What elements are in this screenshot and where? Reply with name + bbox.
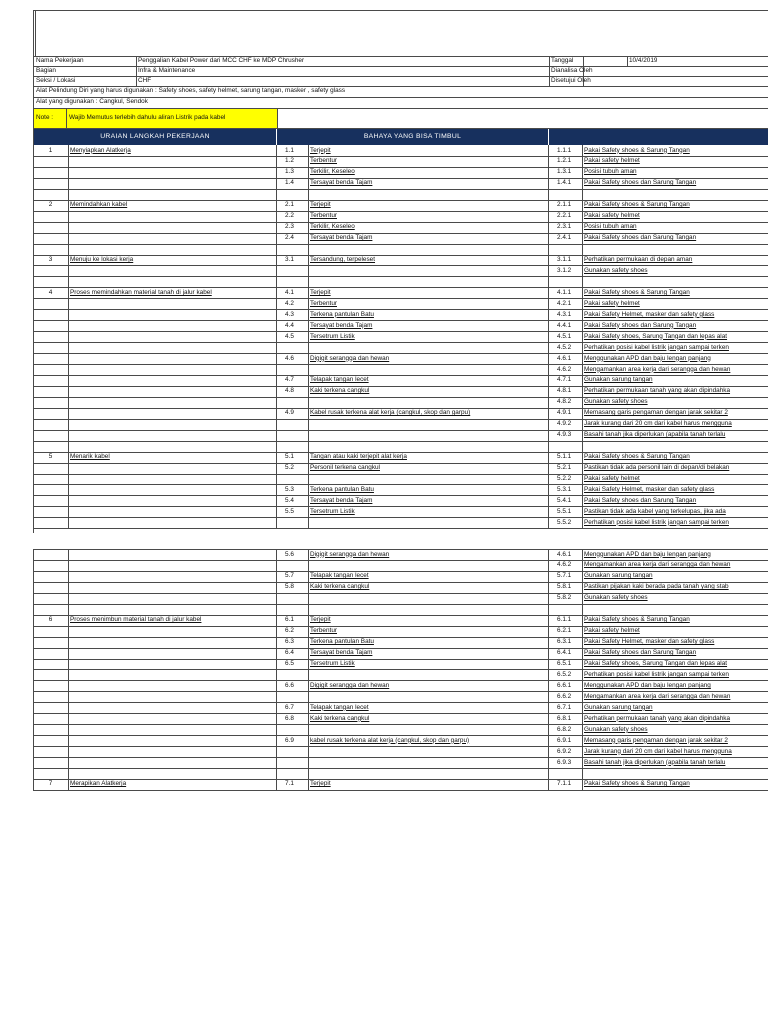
- hazard-number: 5.5: [285, 507, 294, 515]
- control-description: Pakai Safety shoes & Sarung Tangan: [584, 288, 690, 296]
- control-number: 6.8.1: [557, 714, 572, 722]
- hazard-number: 4.6: [285, 354, 294, 362]
- control-description: Menggunakan APD dan baju lengan panjang: [584, 681, 711, 689]
- control-number: 4.4.1: [557, 321, 572, 329]
- control-number: 2.2.1: [557, 212, 572, 220]
- hazard-number: 2.2: [285, 212, 294, 220]
- control-number: 3.1.2: [557, 266, 572, 274]
- hazard-description: Tersandung, terpeleset: [310, 256, 376, 263]
- step-description: Menarik kabel: [70, 453, 110, 461]
- control-description: Pakai Safety shoes & Sarung Tangan: [584, 146, 690, 154]
- control-description: Pakai Safety shoes & Sarung Tangan: [584, 616, 690, 624]
- hazard-number: 4.2: [285, 299, 294, 307]
- control-number: 4.5.2: [557, 343, 572, 351]
- control-number: 5.3.1: [557, 485, 572, 493]
- control-description: Jarak kurang dari 20 cm dari kabel harus mengguna: [584, 747, 732, 755]
- hazard-number: 2.4: [285, 234, 294, 242]
- hazard-description: Terjepit: [310, 146, 331, 154]
- control-description: Pakai Safety shoes & Sarung Tangan: [584, 201, 690, 209]
- control-description: Gunakan sarung tangan: [584, 572, 653, 580]
- control-description: Posisi tubuh aman: [584, 168, 637, 176]
- control-description: Pakai Safety shoes, Sarung Tangan dan lepas alat: [584, 332, 728, 340]
- hazard-description: Personil terkena cangkul: [310, 464, 380, 472]
- step-description: Proses memindahkan material tanah di jalur kabel: [70, 288, 212, 296]
- control-description: Mengamankan area kerja dari serangga dan hewan: [584, 692, 731, 700]
- hazard-description: kabel rusak terkena alat kerja (cangkul, skop dan garpu): [310, 736, 470, 744]
- seksi-label: Seksi / Lokasi: [36, 77, 76, 84]
- hazard-number: 4.4: [285, 321, 294, 329]
- hazard-description: Digigit serangga dan hewan: [310, 681, 390, 689]
- header-pengendalian: [549, 129, 768, 145]
- step-number: 6: [48, 616, 53, 624]
- header-bahaya: BAHAYA YANG BISA TIMBUL: [277, 129, 548, 145]
- control-number: 4.6.2: [557, 561, 572, 569]
- control-description: Gunakan safety shoes: [584, 725, 648, 733]
- alat-line: Alat yang digunakan : Cangkul, Sendok: [36, 98, 148, 105]
- control-description: Pakai Safety shoes dan Sarung Tangan: [584, 321, 697, 329]
- control-number: 4.9.2: [557, 420, 572, 428]
- control-description: Posisi tubuh aman: [584, 223, 637, 231]
- seksi-value: CHF: [138, 77, 152, 84]
- control-number: 4.2.1: [557, 299, 572, 307]
- control-description: Menggunakan APD dan baju lengan panjang: [584, 550, 711, 558]
- control-description: Pakai Safety shoes dan Sarung Tangan: [584, 234, 697, 242]
- control-description: Gunakan sarung tangan: [584, 703, 653, 711]
- hazard-description: Terbentur: [310, 212, 337, 220]
- hazard-number: 6.7: [285, 703, 294, 711]
- control-description: Jarak kurang dari 20 cm dari kabel harus mengguna: [584, 420, 732, 428]
- hazard-number: 5.6: [285, 550, 294, 558]
- control-description: Gunakan safety shoes: [584, 266, 648, 274]
- control-description: Pakai Safety Helmet, masker dan safety glass: [584, 485, 715, 493]
- control-number: 6.3.1: [557, 638, 572, 646]
- hazard-number: 3.1: [285, 256, 294, 263]
- hazard-number: 4.5: [285, 332, 294, 340]
- control-description: Memasang garis pengaman dengan jarak sekitar 2: [584, 409, 728, 417]
- control-description: Memasang garis pengaman dengan jarak sekitar 2: [584, 736, 728, 744]
- step-description: Memindahkan kabel: [70, 201, 128, 209]
- step-number: 7: [48, 780, 53, 788]
- control-number: 6.9.2: [557, 747, 572, 755]
- hazard-number: 6.8: [285, 714, 294, 722]
- hazard-description: Tersayat benda Tajam: [310, 234, 373, 242]
- hazard-number: 1.4: [285, 179, 294, 187]
- hazard-number: 5.4: [285, 496, 294, 504]
- control-description: Basahi tanah jika diperlukan (apabila tanah terlalu: [584, 431, 726, 439]
- control-number: 5.8.2: [557, 594, 572, 602]
- control-description: Perhatikan posisi kabel listrik jangan sampai terken: [584, 343, 729, 351]
- control-number: 4.5.1: [557, 332, 572, 340]
- hazard-description: Terjepit: [310, 780, 331, 788]
- note-label: Note :: [36, 114, 54, 121]
- control-description: Perhatikan posisi kabel listrik jangan sampai terken: [584, 518, 729, 526]
- hazard-number: 1.2: [285, 157, 294, 165]
- control-number: 3.1.1: [557, 256, 572, 263]
- control-description: Perhatikan posisi kabel listrik jangan sampai terken: [584, 670, 729, 678]
- control-number: 5.4.1: [557, 496, 572, 504]
- control-description: Pakai safety helmet: [584, 627, 640, 635]
- control-number: 2.3.1: [557, 223, 572, 231]
- hazard-number: 4.7: [285, 376, 294, 384]
- hazard-number: 6.1: [285, 616, 294, 624]
- hazard-description: Digigit serangga dan hewan: [310, 354, 390, 362]
- hazard-number: 6.5: [285, 660, 294, 667]
- control-number: 4.1.1: [557, 288, 572, 296]
- step-number: 3: [48, 256, 53, 263]
- control-number: 6.1.1: [557, 616, 572, 624]
- control-description: Mengamankan area kerja dari serangga dan hewan: [584, 365, 731, 373]
- apd-line: Alat Pelindung Diri yang harus digunakan : Safety shoes, safety helmet, sarung tangan, masker , safety glass: [36, 87, 346, 94]
- hazard-description: Terbentur: [310, 299, 337, 307]
- step-number: 4: [48, 288, 53, 296]
- control-number: 4.9.3: [557, 431, 572, 439]
- nama-pekerjaan-value: Penggalian Kabel Power dari MCC CHF ke MDP Chrusher: [138, 57, 305, 64]
- hazard-description: Kabel rusak terkena alat kerja (cangkul, skop dan garpu): [310, 409, 471, 417]
- control-description: Pakai Safety shoes & Sarung Tangan: [584, 780, 690, 788]
- hazard-description: Terkena pantulan Batu: [310, 638, 374, 646]
- hazard-description: Telapak tangan lecet: [310, 376, 369, 384]
- control-description: Perhatikan permukaan tanah yang akan dipindahka: [584, 714, 731, 722]
- hazard-number: 5.8: [285, 583, 294, 591]
- dianalisa-label: Dianalisa Oleh: [551, 67, 593, 74]
- control-number: 4.6.1: [557, 550, 572, 558]
- hazard-description: Telapak tangan lecet: [310, 703, 369, 711]
- control-number: 6.7.1: [557, 703, 572, 711]
- hazard-number: 4.3: [285, 310, 294, 318]
- control-number: 5.8.1: [557, 583, 572, 591]
- control-number: 6.6.1: [557, 681, 572, 689]
- hazard-description: Telapak tangan lecet: [310, 572, 369, 580]
- hazard-number: 6.3: [285, 638, 294, 646]
- step-number: 1: [48, 146, 53, 154]
- control-number: 4.3.1: [557, 310, 572, 318]
- hazard-description: Tersetrum Listik: [310, 507, 355, 515]
- control-description: Gunakan safety shoes: [584, 594, 648, 602]
- step-number: 5: [48, 453, 53, 461]
- control-number: 4.8.1: [557, 387, 572, 395]
- control-description: Menggunakan APD dan baju lengan panjang: [584, 354, 711, 362]
- hazard-number: 7.1: [285, 780, 294, 788]
- hazard-description: Kaki terkena cangkul: [310, 714, 370, 722]
- tanggal-value: 10/4/2019: [629, 57, 658, 64]
- control-number: 5.2.2: [557, 475, 572, 482]
- hazard-number: 5.3: [285, 485, 294, 493]
- control-description: Pastikan pijakan kaki berada pada tanah yang stab: [584, 583, 729, 591]
- hazard-description: Terjepit: [310, 201, 331, 209]
- control-description: Mengamankan area kerja dari serangga dan hewan: [584, 561, 731, 569]
- hazard-description: Tersayat benda Tajam: [310, 179, 373, 187]
- header-uraian: URAIAN LANGKAH PEKERJAAN: [34, 129, 276, 145]
- frame-inner-left: [35, 10, 36, 57]
- control-description: Gunakan sarung tangan: [584, 376, 653, 384]
- step-description: Menyiapkan Alatkerja: [70, 146, 131, 154]
- hazard-description: Terjepit: [310, 616, 331, 624]
- hazard-description: Terjepit: [310, 288, 331, 296]
- hazard-description: Terkena pantulan Batu: [310, 310, 374, 318]
- hazard-number: 6.2: [285, 627, 294, 635]
- control-number: 1.2.1: [557, 157, 572, 165]
- hazard-description: Tangan atau kaki terjepit alat kerja: [310, 453, 407, 461]
- control-description: Pakai Safety shoes & Sarung Tangan: [584, 453, 690, 461]
- hazard-number: 5.7: [285, 572, 294, 580]
- control-description: Gunakan safety shoes: [584, 398, 648, 406]
- control-number: 5.7.1: [557, 572, 572, 580]
- control-number: 5.1.1: [557, 453, 572, 461]
- control-description: Basahi tanah jika diperlukan (apabila tanah terlalu: [584, 758, 726, 766]
- hazard-description: Kaki terkena cangkul: [310, 583, 370, 591]
- control-number: 4.7.1: [557, 376, 572, 384]
- bagian-label: Bagian: [36, 67, 56, 74]
- hazard-description: Terkilir, Keseleo: [310, 223, 355, 231]
- hazard-number: 5.2: [285, 464, 294, 472]
- control-number: 4.9.1: [557, 409, 572, 417]
- control-number: 4.6.1: [557, 354, 572, 362]
- control-number: 5.5.2: [557, 518, 572, 526]
- note-text: Wajib Memutus terlebih dahulu aliran Listrik pada kabel: [69, 114, 226, 121]
- control-description: Pakai safety helmet: [584, 299, 640, 307]
- control-number: 1.4.1: [557, 179, 572, 187]
- control-number: 6.9.1: [557, 736, 572, 744]
- control-description: Perhatikan permukaan di depan aman: [584, 256, 693, 263]
- control-number: 7.1.1: [557, 780, 572, 788]
- step-description: Proses menimbun material tanah di jalur kabel: [70, 616, 202, 624]
- hazard-number: 1.3: [285, 168, 294, 176]
- control-number: 6.6.2: [557, 692, 572, 700]
- hazard-description: Tersayat benda Tajam: [310, 496, 373, 504]
- hazard-description: Terkena pantulan Batu: [310, 485, 374, 493]
- hazard-description: Kaki terkena cangkul: [310, 387, 370, 395]
- frame-top-border: [33, 10, 768, 11]
- hazard-description: Tersetrum Listik: [310, 332, 355, 340]
- control-description: Pakai Safety shoes dan Sarung Tangan: [584, 496, 697, 504]
- control-description: Pakai Safety shoes dan Sarung Tangan: [584, 649, 697, 657]
- tanggal-label: Tanggal: [551, 57, 574, 64]
- control-number: 4.6.2: [557, 365, 572, 373]
- hazard-description: Tersayat benda Tajam: [310, 321, 373, 329]
- control-description: Pakai safety helmet: [584, 157, 640, 165]
- control-description: Pakai Safety shoes, Sarung Tangan dan lepas alat: [584, 660, 728, 667]
- hazard-number: 5.1: [285, 453, 294, 461]
- hazard-description: Tersayat benda Tajam: [310, 649, 373, 657]
- control-number: 6.9.3: [557, 758, 572, 766]
- step-number: 2: [48, 201, 53, 209]
- hazard-number: 2.3: [285, 223, 294, 231]
- control-number: 2.1.1: [557, 201, 572, 209]
- control-description: Pakai Safety Helmet, masker dan safety glass: [584, 310, 715, 318]
- hazard-number: 4.8: [285, 387, 294, 395]
- control-number: 6.5.1: [557, 660, 572, 667]
- hazard-number: 1.1: [285, 146, 294, 154]
- nama-pekerjaan-label: Nama Pekerjaan: [36, 57, 84, 64]
- hazard-description: Terbentur: [310, 157, 337, 165]
- control-description: Pakai Safety shoes dan Sarung Tangan: [584, 179, 697, 187]
- control-description: Pakai safety helmet: [584, 475, 640, 482]
- hazard-number: 4.1: [285, 288, 294, 296]
- control-number: 5.2.1: [557, 464, 572, 472]
- control-number: 6.2.1: [557, 627, 572, 635]
- hazard-number: 6.4: [285, 649, 294, 657]
- control-number: 4.8.2: [557, 398, 572, 406]
- control-number: 6.5.2: [557, 670, 572, 678]
- hazard-number: 4.9: [285, 409, 294, 417]
- step-description: Menuju ke lokasi kerja: [70, 256, 134, 263]
- bagian-value: Infra & Maintenance: [138, 67, 196, 74]
- control-description: Pakai safety helmet: [584, 212, 640, 220]
- control-number: 1.1.1: [557, 146, 572, 154]
- hazard-description: Tersetrum Listik: [310, 660, 355, 667]
- disetujui-label: Disetujui Oleh: [551, 77, 591, 84]
- hazard-number: 6.9: [285, 736, 294, 744]
- control-description: Perhatikan permukaan tanah yang akan dipindahka: [584, 387, 731, 395]
- control-number: 1.3.1: [557, 168, 572, 176]
- step-description: Merapikan Alatkerja: [70, 780, 127, 788]
- control-number: 6.4.1: [557, 649, 572, 657]
- control-number: 6.8.2: [557, 725, 572, 733]
- hazard-number: 2.1: [285, 201, 294, 209]
- hazard-description: Terkilir, Keseleo: [310, 168, 355, 176]
- control-description: Pastikan tidak ada personil lain di depan/di belakan: [584, 464, 730, 472]
- control-number: 2.4.1: [557, 234, 572, 242]
- hazard-description: Digigit serangga dan hewan: [310, 550, 390, 558]
- control-description: Pastikan tidak ada kabel yang terkelupas, jika ada: [584, 507, 726, 515]
- control-description: Pakai Safety Helmet, masker dan safety glass: [584, 638, 715, 646]
- control-number: 5.5.1: [557, 507, 572, 515]
- hazard-number: 6.6: [285, 681, 294, 689]
- hazard-description: Terbentur: [310, 627, 337, 635]
